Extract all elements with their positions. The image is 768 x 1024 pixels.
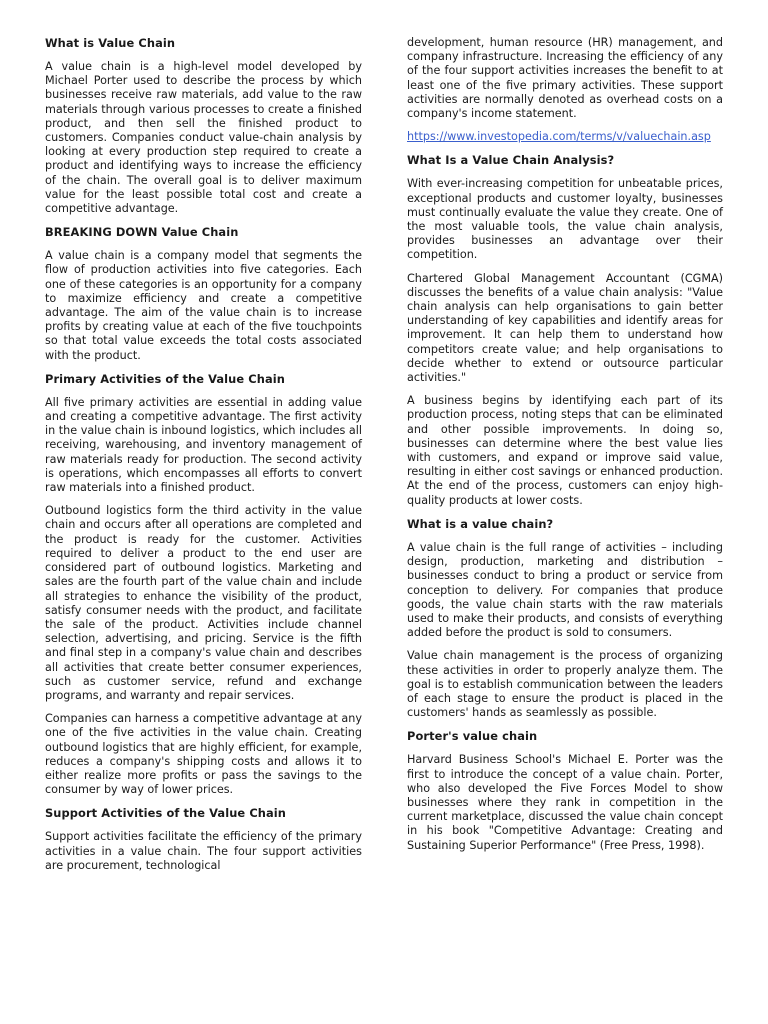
paragraph: Companies can harness a competitive advantage at any one of the five activities in the value chain. Creating outbound logistics that are highly efficient, for example, reduces a company's shipping costs and allows it to either realize more profits or pass the savings to the consumer by way of lower prices. xyxy=(45,712,362,797)
right-column xyxy=(407,36,723,862)
heading-value-chain-analysis: What Is a Value Chain Analysis? xyxy=(407,153,615,168)
left-column xyxy=(45,36,362,882)
paragraph: Outbound logistics form the third activity in the value chain and occurs after all operations are completed and the product is ready for the customer. Activities required to deliver a product to the end user are considered part of outbound logistics. Marketing and sales are the fourth part of the value chain and include all strategies to enhance the visibility of the product, satisfy consumer needs with the product, and facilitate the sale of the product. Activities include channel selection, advertising, and pricing. Service is the fifth and final step in a company's value chain and describes all activities that create better consumer experiences, such as customer service, refund and exchange programs, and warranty and repair services. xyxy=(45,504,362,702)
investopedia-link[interactable]: https://www.investopedia.com/terms/v/valuechain.asp xyxy=(407,130,711,144)
paragraph: Harvard Business School's Michael E. Porter was the first to introduce the concept of a value chain. Porter, who also developed the Five Forces Model to show businesses where they rank in competition in the current marketplace, discussed the value chain concept in his book "Competitive Advantage: Creating and Sustaining Superior Performance" (Free Press, 1998). xyxy=(407,753,723,852)
paragraph: A value chain is a high-level model developed by Michael Porter used to describe the process by which businesses receive raw materials, add value to the raw materials through various processes to create a finished product, and then sell the finished product to customers. Companies conduct value-chain analysis by looking at every production step required to create a product and identifying ways to increase the efficiency of the chain. The overall goal is to deliver maximum value for the least possible total cost and create a competitive advantage. xyxy=(45,60,362,216)
paragraph: Value chain management is the process of organizing these activities in order to properly analyze them. The goal is to establish communication between the leaders of each stage to ensure the product is placed in the customers' hands as seamlessly as possible. xyxy=(407,649,723,720)
paragraph: Support activities facilitate the efficiency of the primary activities in a value chain. The four support activities are procurement, technological xyxy=(45,830,362,872)
paragraph: development, human resource (HR) management, and company infrastructure. Increasing the efficiency of any of the four support activities increases the benefit to at least one of the five primary activities. These support activities are normally denoted as overhead costs on a company's income statement. xyxy=(407,36,723,121)
paragraph: A value chain is the full range of activities – including design, production, marketing and distribution – businesses conduct to bring a product or service from conception to delivery. For companies that produce goods, the value chain starts with the raw materials used to make their products, and consists of everything added before the product is sold to consumers. xyxy=(407,540,723,640)
paragraph: All five primary activities are essential in adding value and creating a competitive advantage. The first activity in the value chain is inbound logistics, which includes all receiving, warehousing, and inventory management of raw materials ready for production. The second activity is operations, which encompasses all efforts to convert raw materials into a finished product. xyxy=(45,395,362,495)
paragraph: A value chain is a company model that segments the flow of production activities into five categories. Each one of these categories is an opportunity for a company to maximize efficiency and create a competitive advantage. The aim of the value chain is to increase profits by creating value at each of the five touchpoints so that total value exceeds the total costs associated with the product. xyxy=(45,249,362,362)
heading-support-activities: Support Activities of the Value Chain xyxy=(45,806,286,821)
paragraph: A business begins by identifying each part of its production process, noting steps that can be eliminated and other possible improvements. In doing so, businesses can determine where the best value lies with customers, and expand or improve said value, resulting in either cost savings or enhanced production. At the end of the process, customers can enjoy high-quality products at lower costs. xyxy=(407,394,723,507)
paragraph: With ever-increasing competition for unbeatable prices, exceptional products and customer loyalty, businesses must continually evaluate the value they create. One of the most valuable tools, the value chain analysis, provides businesses an advantage over their competition. xyxy=(407,177,723,262)
heading-what-is-a-value-chain: What is a value chain? xyxy=(407,516,554,531)
heading-porters-value-chain: Porter's value chain xyxy=(407,729,538,744)
heading-primary-activities: Primary Activities of the Value Chain xyxy=(45,371,285,386)
heading-what-is-value-chain: What is Value Chain xyxy=(45,36,176,50)
paragraph: Chartered Global Management Accountant (CGMA) discusses the benefits of a value chain analysis: "Value chain analysis can help organisations to gain better understanding of key capabilities and identify areas for improvement. It can help them to understand how competitors create value; and help organisations to decide whether to extend or outsource particular activities." xyxy=(407,271,723,385)
heading-breaking-down: BREAKING DOWN Value Chain xyxy=(45,225,239,240)
